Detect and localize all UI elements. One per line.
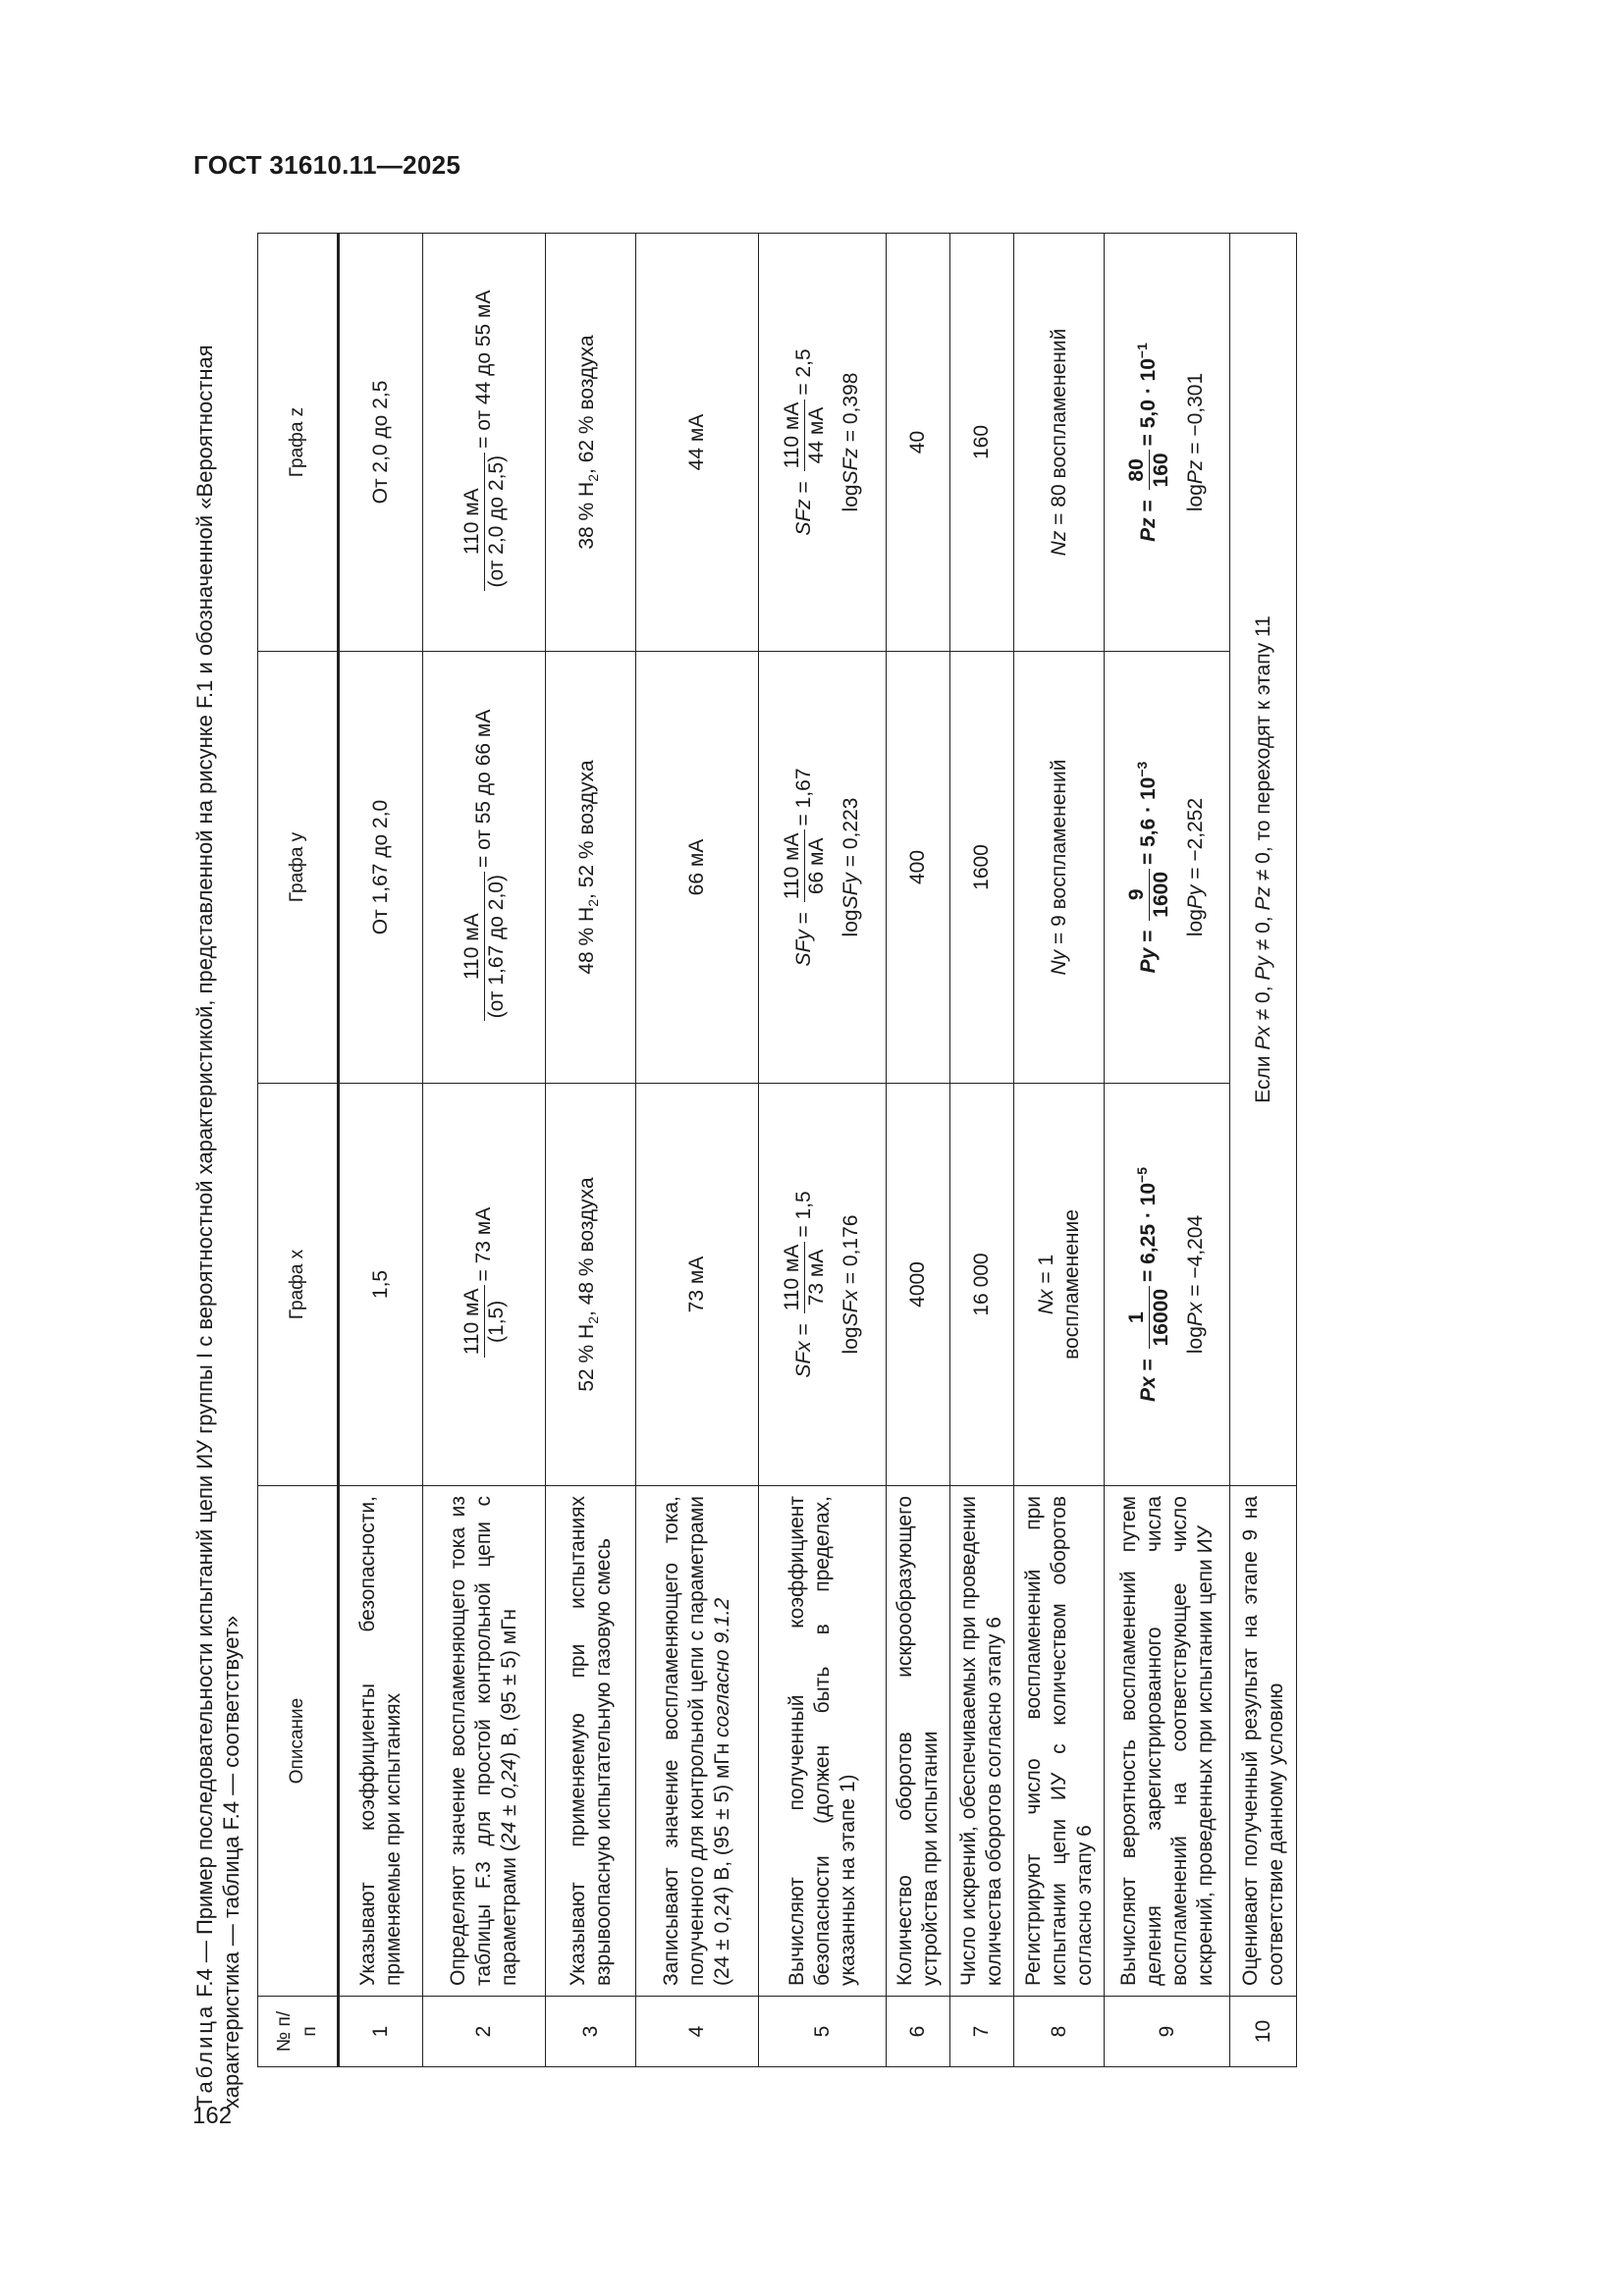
- numerator: 110 мА: [781, 829, 805, 902]
- log-line: [1183, 243, 1209, 641]
- result: = от 44 до 55 мА: [471, 290, 495, 449]
- row-description: [636, 1486, 759, 1997]
- row-number: 5: [759, 1997, 887, 2067]
- fraction: [781, 400, 829, 472]
- cell-z: [1014, 234, 1105, 652]
- col-x-header: Графа x: [258, 1084, 339, 1486]
- denominator: (от 2,0 до 2,5): [484, 454, 508, 588]
- var: SFz: [839, 448, 862, 485]
- table-row: [759, 234, 887, 2067]
- table-caption: [191, 234, 244, 2109]
- numerator: 9: [1125, 869, 1150, 921]
- count-unit: воспламенение: [1059, 1209, 1083, 1360]
- var: Px: [1137, 1376, 1161, 1402]
- var: SFz: [792, 499, 816, 536]
- numerator: 110 мА: [460, 453, 485, 591]
- row-description: Число искрений, обеспечиваемых при проведении количества оборотов согласно этапу 6: [950, 1486, 1014, 1997]
- result: = 1,67: [792, 768, 816, 827]
- cell-z: 40: [887, 234, 950, 652]
- cond-text: ≠ 0,: [1251, 910, 1274, 957]
- table-header-row: [258, 234, 339, 2067]
- table-row: [887, 234, 950, 2067]
- row-number: 1: [339, 1997, 423, 2067]
- caption-text: F.4 — Пример последовательности испытаний цепи ИУ группы I с вероятностной характеристикой, представленной на рисунке F.1 и обозначенной «Вероятностная характеристика — таблица F.4 — соответствует»: [192, 345, 244, 2109]
- fraction: [1125, 1286, 1173, 1349]
- var: Ny: [1047, 949, 1070, 976]
- equals: =: [1137, 1353, 1161, 1377]
- numerator: 80: [1125, 450, 1150, 490]
- value: = 80 воспламенений: [1047, 328, 1070, 531]
- result: = 6,25 · 10: [1137, 1182, 1161, 1282]
- log-line: [839, 662, 864, 1073]
- gas-h2: 48 % H: [575, 906, 599, 975]
- cell-z: [759, 234, 887, 652]
- row-description: [423, 1486, 546, 1997]
- log-line: [1183, 662, 1209, 1073]
- table-row: [950, 234, 1014, 2067]
- row-description: Оценивают полученный результат на этапе 9 на соответствие данному условию: [1230, 1486, 1297, 1997]
- subscript: 2: [585, 1315, 602, 1324]
- cell-z: [423, 234, 546, 652]
- var: Nx: [1034, 1289, 1057, 1315]
- row-number: 6: [887, 1997, 950, 2067]
- denominator: 44 мА: [805, 406, 828, 464]
- var: Px: [1184, 1302, 1207, 1327]
- cell-y: [759, 652, 887, 1084]
- row-description: Регистрируют число воспламенений при испытании цепи ИУ с количеством оборотов согласно этапу 6: [1014, 1486, 1105, 1997]
- equals: =: [792, 475, 816, 500]
- cell-z: 160: [950, 234, 1014, 652]
- page-number: 162: [192, 2103, 233, 2129]
- log-line: [1183, 1094, 1209, 1475]
- gas-h2: 38 % H: [575, 481, 599, 550]
- cell-x: 73 мА: [636, 1084, 759, 1486]
- exponent: −3: [1134, 761, 1151, 777]
- equals: =: [792, 906, 816, 931]
- var: Py: [1184, 884, 1207, 910]
- numerator: 110 мА: [460, 1286, 485, 1359]
- denominator: 160: [1150, 453, 1172, 488]
- log: log: [1184, 484, 1207, 512]
- var: Pz: [1251, 886, 1274, 911]
- row-number: 2: [423, 1997, 546, 2067]
- row-number: 3: [546, 1997, 636, 2067]
- var: SFx: [792, 1341, 816, 1378]
- log: log: [1184, 909, 1207, 937]
- row-number: 7: [950, 1997, 1014, 2067]
- numerator: 110 мА: [781, 400, 805, 472]
- result: = от 55 до 66 мА: [471, 709, 495, 869]
- equals: =: [792, 1317, 816, 1342]
- cell-y: 1600: [950, 652, 1014, 1084]
- cond-text: Если: [1251, 1049, 1274, 1103]
- var: SFy: [792, 930, 816, 967]
- var: SFx: [839, 1290, 862, 1327]
- cond-text: ≠ 0,: [1251, 980, 1274, 1027]
- row-description: Вычисляют полученный коэффициент безопасности (должен быть в пределах, указанных на этапе 1): [759, 1486, 887, 1997]
- cell-y: 400: [887, 652, 950, 1084]
- cell-y: 66 мА: [636, 652, 759, 1084]
- formula: [781, 1094, 829, 1475]
- result: = 2,5: [792, 348, 816, 396]
- log: log: [1184, 1326, 1207, 1355]
- cell-y: От 1,67 до 2,0: [339, 652, 423, 1084]
- desc-part: ) В, (95 ± 5) мГн: [498, 1608, 520, 1759]
- value: = −0,301: [1184, 372, 1207, 460]
- exponent: −1: [1134, 343, 1151, 359]
- cell-x: [423, 1084, 546, 1486]
- cell-z: От 2,0 до 2,5: [339, 234, 423, 652]
- result: = 5,6 · 10: [1137, 776, 1161, 865]
- formula: [1125, 1094, 1173, 1475]
- subscript: 2: [585, 898, 602, 907]
- var: Py: [1251, 956, 1274, 981]
- caption-label: Таблица: [192, 2002, 217, 2109]
- count-line: [1034, 1094, 1059, 1475]
- formula: [1125, 243, 1173, 641]
- condition-cell: [1230, 234, 1297, 1486]
- cell-x: [1014, 1084, 1105, 1486]
- numerator: 110 мА: [460, 872, 485, 1021]
- table-row: [636, 234, 759, 2067]
- cell-y: [1105, 652, 1230, 1084]
- row-description: Указывают коэффициенты безопасности, применяемые при испытаниях: [339, 1486, 423, 1997]
- desc-italic: 24 ± 0,24: [498, 1758, 520, 1845]
- cell-z: [1105, 234, 1230, 652]
- test-sequence-table: [257, 233, 1297, 2067]
- gas-h2: 52 % H: [575, 1323, 599, 1392]
- log: log: [839, 1326, 862, 1355]
- var: Nz: [1047, 530, 1070, 557]
- col-z-header: Графа z: [258, 234, 339, 652]
- fraction: [460, 872, 509, 1021]
- equals: =: [1137, 494, 1161, 518]
- var: Pz: [1184, 459, 1207, 485]
- denominator: 16000: [1150, 1288, 1172, 1347]
- cell-x: 16 000: [950, 1084, 1014, 1486]
- log-line: [839, 1094, 864, 1475]
- denominator: (от 1,67 до 2,0): [484, 875, 508, 1019]
- subscript: 2: [585, 473, 602, 482]
- col-no-header: № п/п: [258, 1997, 339, 2067]
- fraction: [460, 1286, 509, 1359]
- desc-part: Записывают значение воспламеняющего тока, полученного для контрольной цепи с параметрами (24 ± 0,24) В, (95 ± 5) мГн: [660, 1496, 733, 1986]
- denominator: 66 мА: [805, 837, 828, 895]
- cell-x: [759, 1084, 887, 1486]
- table-row: [1014, 234, 1105, 2067]
- fraction: [460, 453, 509, 591]
- formula: [781, 662, 829, 1073]
- desc-part: Определяют значение воспламеняющего тока из таблицы F.3 для простой контрольной цепи с параметрами (: [447, 1496, 520, 1986]
- fraction: [781, 1242, 829, 1314]
- var: Px: [1251, 1026, 1274, 1050]
- row-description: Указывают применяемую при испытаниях взрывоопасную испытательную газовую смесь: [546, 1486, 636, 1997]
- var: Pz: [1137, 517, 1161, 542]
- gas-air: , 62 % воздуха: [575, 335, 599, 474]
- row-number: 10: [1230, 1997, 1297, 2067]
- col-desc-header: Описание: [258, 1486, 339, 1997]
- col-y-header: Графа y: [258, 652, 339, 1084]
- var: Py: [1137, 947, 1161, 974]
- cell-x: 4000: [887, 1084, 950, 1486]
- standard-header: ГОСТ 31610.11—2025: [193, 150, 461, 180]
- log-line: [839, 243, 864, 641]
- result: = 73 мА: [471, 1206, 495, 1282]
- result: = 5,0 · 10: [1137, 358, 1161, 447]
- equals: =: [1137, 924, 1161, 948]
- log: log: [839, 909, 862, 937]
- value: = −4,204: [1184, 1214, 1207, 1303]
- cell-y: [423, 652, 546, 1084]
- row-number: 9: [1105, 1997, 1230, 2067]
- cell-x: 1,5: [339, 1084, 423, 1486]
- table-row: [423, 234, 546, 2067]
- row-description: Вычисляют вероятность воспламенений путем деления зарегистрированного числа воспламенений на соответствующее число искрений, проведенных при испытании цепи ИУ: [1105, 1486, 1230, 1997]
- cell-y: [546, 652, 636, 1084]
- value: = 0,398: [839, 372, 862, 449]
- gas-air: , 48 % воздуха: [575, 1177, 599, 1316]
- var: SFy: [839, 873, 862, 910]
- fraction: [1125, 450, 1173, 490]
- value: = 0,176: [839, 1214, 862, 1291]
- fraction: [1125, 869, 1173, 921]
- table-row: [1105, 234, 1230, 2067]
- numerator: 1: [1125, 1286, 1150, 1349]
- formula: [1125, 662, 1173, 1073]
- log: log: [839, 484, 862, 512]
- cell-y: [1014, 652, 1105, 1084]
- result: = 1,5: [792, 1191, 816, 1238]
- cell-z: [546, 234, 636, 652]
- value: = 9 воспламенений: [1047, 759, 1070, 950]
- formula: [781, 243, 829, 641]
- cell-x: [1105, 1084, 1230, 1486]
- table-row: [546, 234, 636, 2067]
- cell-z: 44 мА: [636, 234, 759, 652]
- numerator: 110 мА: [781, 1242, 805, 1314]
- table-row: [1230, 234, 1297, 2067]
- value: = 1: [1034, 1254, 1057, 1290]
- row-description: Количество оборотов искрообразующего устройства при испытании: [887, 1486, 950, 1997]
- cond-text: ≠ 0, то переходят к этапу 11: [1251, 615, 1274, 887]
- value: = −2,252: [1184, 797, 1207, 885]
- rotated-table-page: [191, 234, 1429, 2109]
- cell-x: [546, 1084, 636, 1486]
- fraction: [781, 829, 829, 902]
- value: = 0,223: [839, 797, 862, 874]
- desc-italic: согласно 9.1.2: [711, 1597, 733, 1737]
- row-number: 4: [636, 1997, 759, 2067]
- denominator: 1600: [1150, 871, 1172, 918]
- table-row: [339, 234, 423, 2067]
- row-number: 8: [1014, 1997, 1105, 2067]
- exponent: −5: [1134, 1167, 1151, 1183]
- gas-air: , 52 % воздуха: [575, 760, 599, 899]
- denominator: 73 мА: [805, 1249, 828, 1307]
- denominator: (1,5): [484, 1300, 508, 1343]
